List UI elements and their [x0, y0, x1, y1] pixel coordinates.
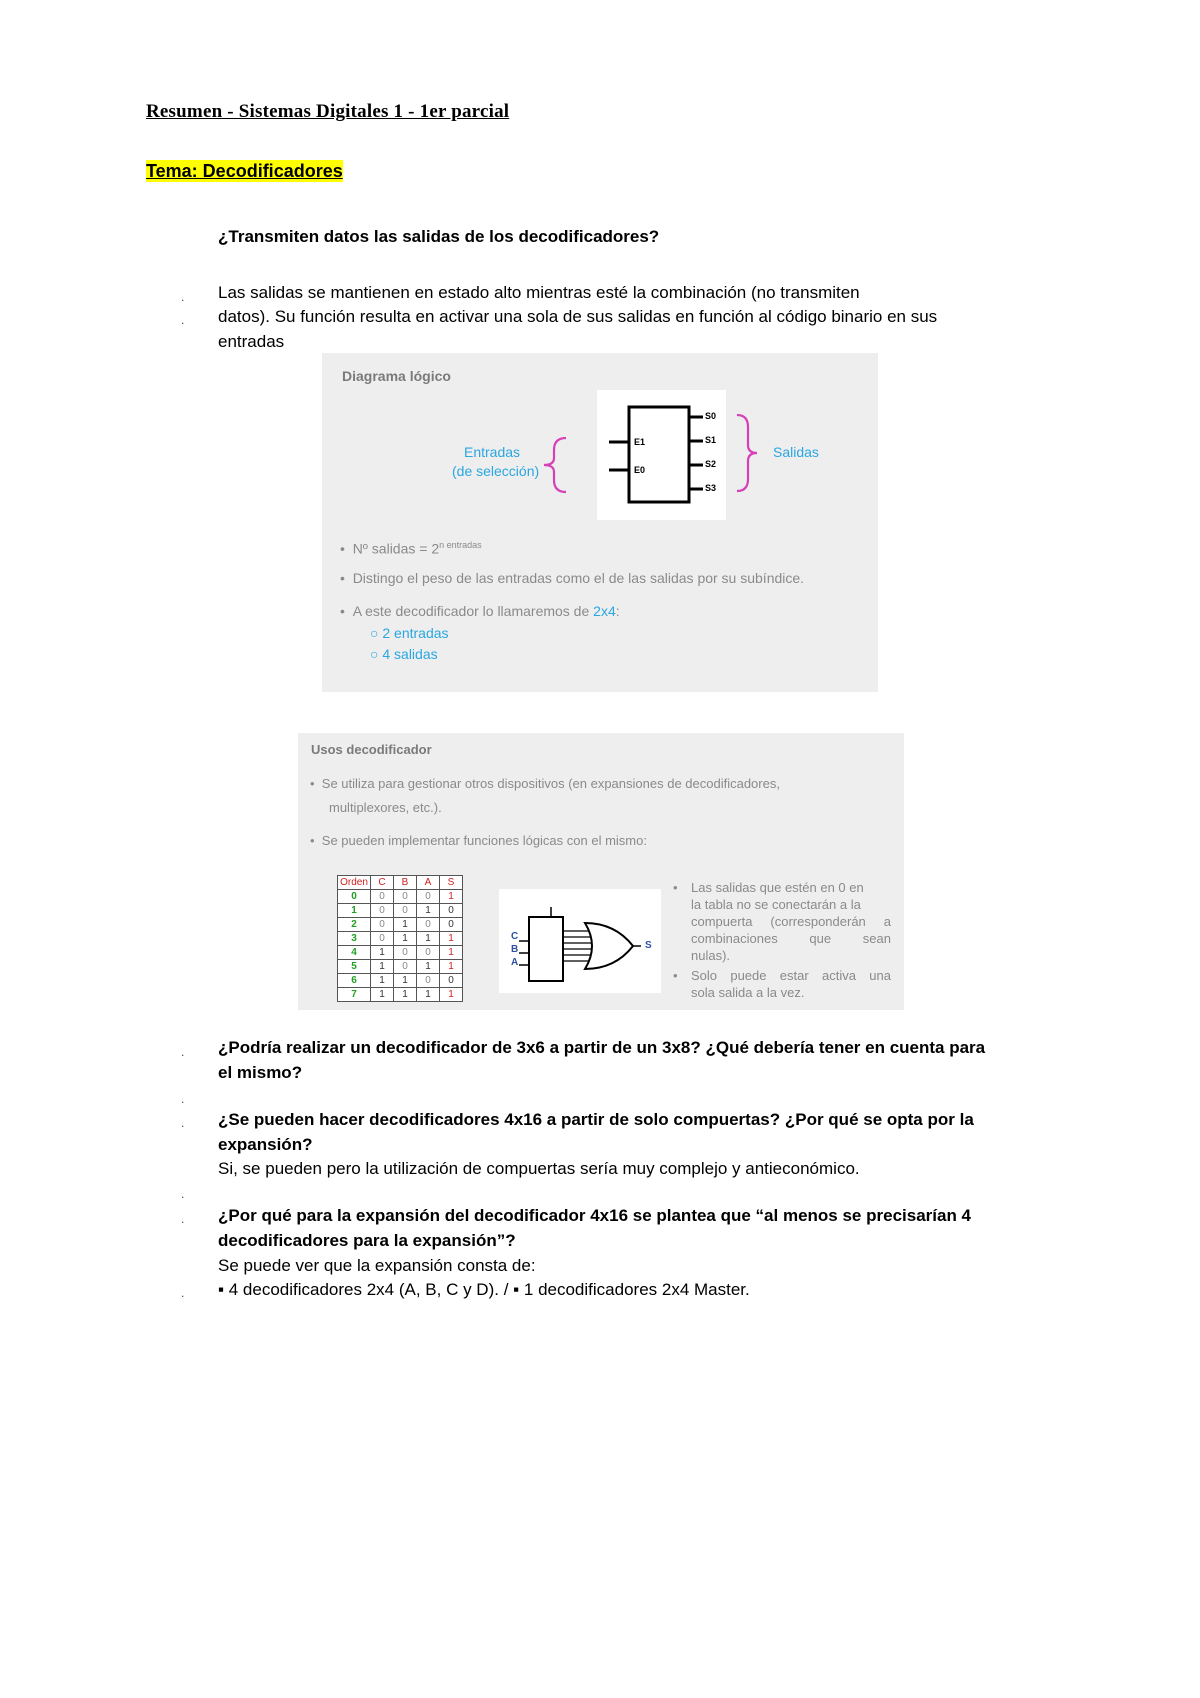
topic-heading: Tema: Decodificadores [146, 161, 343, 181]
table-cell: 1 [417, 960, 440, 974]
note-line: la tabla no se conectarán a la [691, 897, 861, 912]
slide-title: Diagrama lógico [342, 368, 451, 384]
table-cell: 1 [371, 988, 394, 1002]
table-cell: 0 [394, 960, 417, 974]
question-1: ¿Transmiten datos las salidas de los decodificadores? [218, 227, 660, 246]
table-cell: 6 [338, 974, 371, 988]
list-marker: . [181, 1116, 185, 1130]
table-cell: 4 [338, 946, 371, 960]
circuit-input-a: A [511, 957, 519, 968]
column-header: Orden [338, 876, 371, 890]
slide-title: Usos decodificador [311, 742, 432, 757]
decoder-diagram [597, 390, 726, 520]
circuit-output-s: S [645, 940, 652, 951]
bullet-icon: • [340, 603, 345, 619]
bullet-icon: • [340, 570, 345, 586]
sub-bullet-entradas [370, 625, 449, 641]
sub-bullet-text: 2 entradas [382, 625, 449, 641]
circuit-input-b: B [511, 944, 519, 955]
bullet-text: Se utiliza para gestionar otros dispositivos (en expansiones de decodificadores, [321, 776, 780, 791]
bullet-text: Distingo el peso de las entradas como el de las salidas por su subíndice. [352, 570, 805, 586]
bullet-peso [340, 567, 804, 589]
bullet-salidas [340, 534, 482, 560]
circuit-diagram [499, 889, 661, 993]
table-cell: 1 [440, 932, 463, 946]
table-cell: 1 [440, 988, 463, 1002]
bullet-icon: • [673, 880, 678, 895]
table-cell: 1 [417, 988, 440, 1002]
pin-s0: S0 [705, 411, 717, 421]
circle-bullet-icon: ○ [370, 646, 379, 662]
outputs-label: Salidas [773, 444, 819, 460]
table-cell: 0 [417, 974, 440, 988]
table-row [338, 974, 463, 988]
answer-3: Si, se pueden pero la utilización de compuertas sería muy complejo y antieconómico. [218, 1159, 860, 1178]
table-cell: 1 [394, 974, 417, 988]
slide-diagrama-logico [322, 353, 878, 692]
column-header: S [440, 876, 463, 890]
column-header: A [417, 876, 440, 890]
question-4-line-1: ¿Por qué para la expansión del decodificador 4x16 se plantea que “al menos se precisarían 4 [218, 1206, 972, 1225]
table-cell: 0 [394, 946, 417, 960]
truth-table [337, 875, 463, 1002]
list-marker: . [181, 313, 185, 327]
table-cell: 0 [371, 918, 394, 932]
truth-table-grid [337, 875, 463, 1002]
bullet-icon: • [310, 833, 315, 848]
table-row [338, 932, 463, 946]
table-row [338, 918, 463, 932]
table-cell: 1 [394, 918, 417, 932]
note-line: nulas). [691, 948, 731, 963]
question-3-line-1: ¿Se pueden hacer decodificadores 4x16 a partir de solo compuertas? ¿Por qué se opta por la [218, 1110, 974, 1129]
table-cell: 0 [371, 890, 394, 904]
table-cell: 1 [417, 904, 440, 918]
table-row [338, 988, 463, 1002]
sub-bullet-text: 4 salidas [382, 646, 438, 662]
bullet-icon: • [310, 776, 315, 791]
list-marker: . [181, 1092, 185, 1106]
table-cell: 1 [371, 946, 394, 960]
answer-4-line-1: Se puede ver que la expansión consta de: [218, 1256, 536, 1275]
table-row [338, 960, 463, 974]
table-cell: 0 [440, 918, 463, 932]
inputs-sublabel: (de selección) [452, 463, 540, 479]
note-line: combinaciones que sean [691, 931, 891, 946]
pin-s3: S3 [705, 483, 717, 493]
pin-s1: S1 [705, 435, 717, 445]
question-4-line-2: decodificadores para la expansión”? [218, 1231, 516, 1250]
table-row [338, 946, 463, 960]
table-cell: 3 [338, 932, 371, 946]
table-cell: 0 [440, 974, 463, 988]
input-brace-icon [540, 436, 570, 494]
bullet-icon: • [340, 540, 345, 557]
bullet-suffix: : [615, 603, 620, 619]
pin-e1: E1 [634, 437, 646, 447]
circle-bullet-icon: ○ [370, 625, 379, 641]
table-cell: 1 [417, 932, 440, 946]
bullet-funciones [310, 830, 647, 852]
table-cell: 0 [440, 904, 463, 918]
table-cell: 0 [394, 890, 417, 904]
column-header: B [394, 876, 417, 890]
answer-4-line-2: ▪ 4 decodificadores 2x4 (A, B, C y D). / ▪ 1 decodificadores 2x4 Master. [218, 1280, 750, 1299]
table-cell: 0 [338, 890, 371, 904]
document-title: Resumen - Sistemas Digitales 1 - 1er parcial [146, 101, 510, 122]
answer-1-line-3: entradas [218, 332, 285, 351]
table-cell: 7 [338, 988, 371, 1002]
pin-e0: E0 [634, 465, 646, 475]
table-cell: 1 [394, 932, 417, 946]
table-cell: 1 [371, 974, 394, 988]
table-cell: 0 [394, 904, 417, 918]
table-cell: 0 [417, 918, 440, 932]
circuit-input-c: C [511, 931, 519, 942]
slide-usos-decodificador [298, 733, 904, 1010]
list-marker: . [181, 1187, 185, 1201]
bullet-gestionar-cont: multiplexores, etc.). [329, 800, 442, 815]
note-line: Solo puede estar activa una [691, 968, 891, 983]
table-row [338, 904, 463, 918]
output-brace-icon [734, 413, 760, 493]
decoder-or-gate-icon [499, 889, 661, 993]
pin-s2: S2 [705, 459, 717, 469]
bullet-text: Se pueden implementar funciones lógicas con el mismo: [321, 833, 647, 848]
table-header-row [338, 876, 463, 890]
table-cell: 2 [338, 918, 371, 932]
note-line: sola salida a la vez. [691, 985, 805, 1000]
bullet-text: A este decodificador lo llamaremos de [352, 603, 594, 619]
note-salidas-cero [673, 879, 891, 964]
note-una-salida [673, 967, 891, 1001]
table-cell: 1 [440, 960, 463, 974]
sub-bullet-salidas [370, 646, 438, 662]
table-cell: 1 [440, 946, 463, 960]
question-2-line-2: el mismo? [218, 1063, 303, 1082]
answer-1-line-2: datos). Su función resulta en activar una sola de sus salidas en función al código binario en sus [218, 307, 938, 326]
column-header: C [371, 876, 394, 890]
bullet-icon: • [673, 968, 678, 983]
table-cell: 0 [371, 904, 394, 918]
list-marker: . [181, 1212, 185, 1226]
decoder-block-icon [597, 390, 726, 520]
table-cell: 0 [417, 946, 440, 960]
table-cell: 1 [394, 988, 417, 1002]
question-3-line-2: expansión? [218, 1135, 313, 1154]
table-row [338, 890, 463, 904]
highlight-text: 2x4 [593, 603, 616, 619]
table-cell: 1 [371, 960, 394, 974]
exponent-text: n entradas [439, 540, 482, 550]
question-2-line-1: ¿Podría realizar un decodificador de 3x6 a partir de un 3x8? ¿Qué debería tener en cuenta para [218, 1038, 986, 1057]
table-cell: 0 [417, 890, 440, 904]
table-cell: 1 [338, 904, 371, 918]
table-cell: 0 [371, 932, 394, 946]
list-marker: . [181, 290, 185, 304]
note-line: compuerta (corresponderán a [691, 914, 891, 929]
note-line: Las salidas que estén en 0 en [691, 880, 864, 895]
list-marker: . [181, 1045, 185, 1059]
table-cell: 5 [338, 960, 371, 974]
inputs-label: Entradas [464, 444, 521, 460]
bullet-gestionar [310, 773, 892, 795]
answer-1-line-1: Las salidas se mantienen en estado alto mientras esté la combinación (no transmiten [218, 283, 860, 302]
bullet-text: Nº salidas = 2 [352, 540, 440, 557]
list-marker: . [181, 1286, 185, 1300]
table-cell: 1 [440, 890, 463, 904]
bullet-2x4 [340, 600, 620, 622]
